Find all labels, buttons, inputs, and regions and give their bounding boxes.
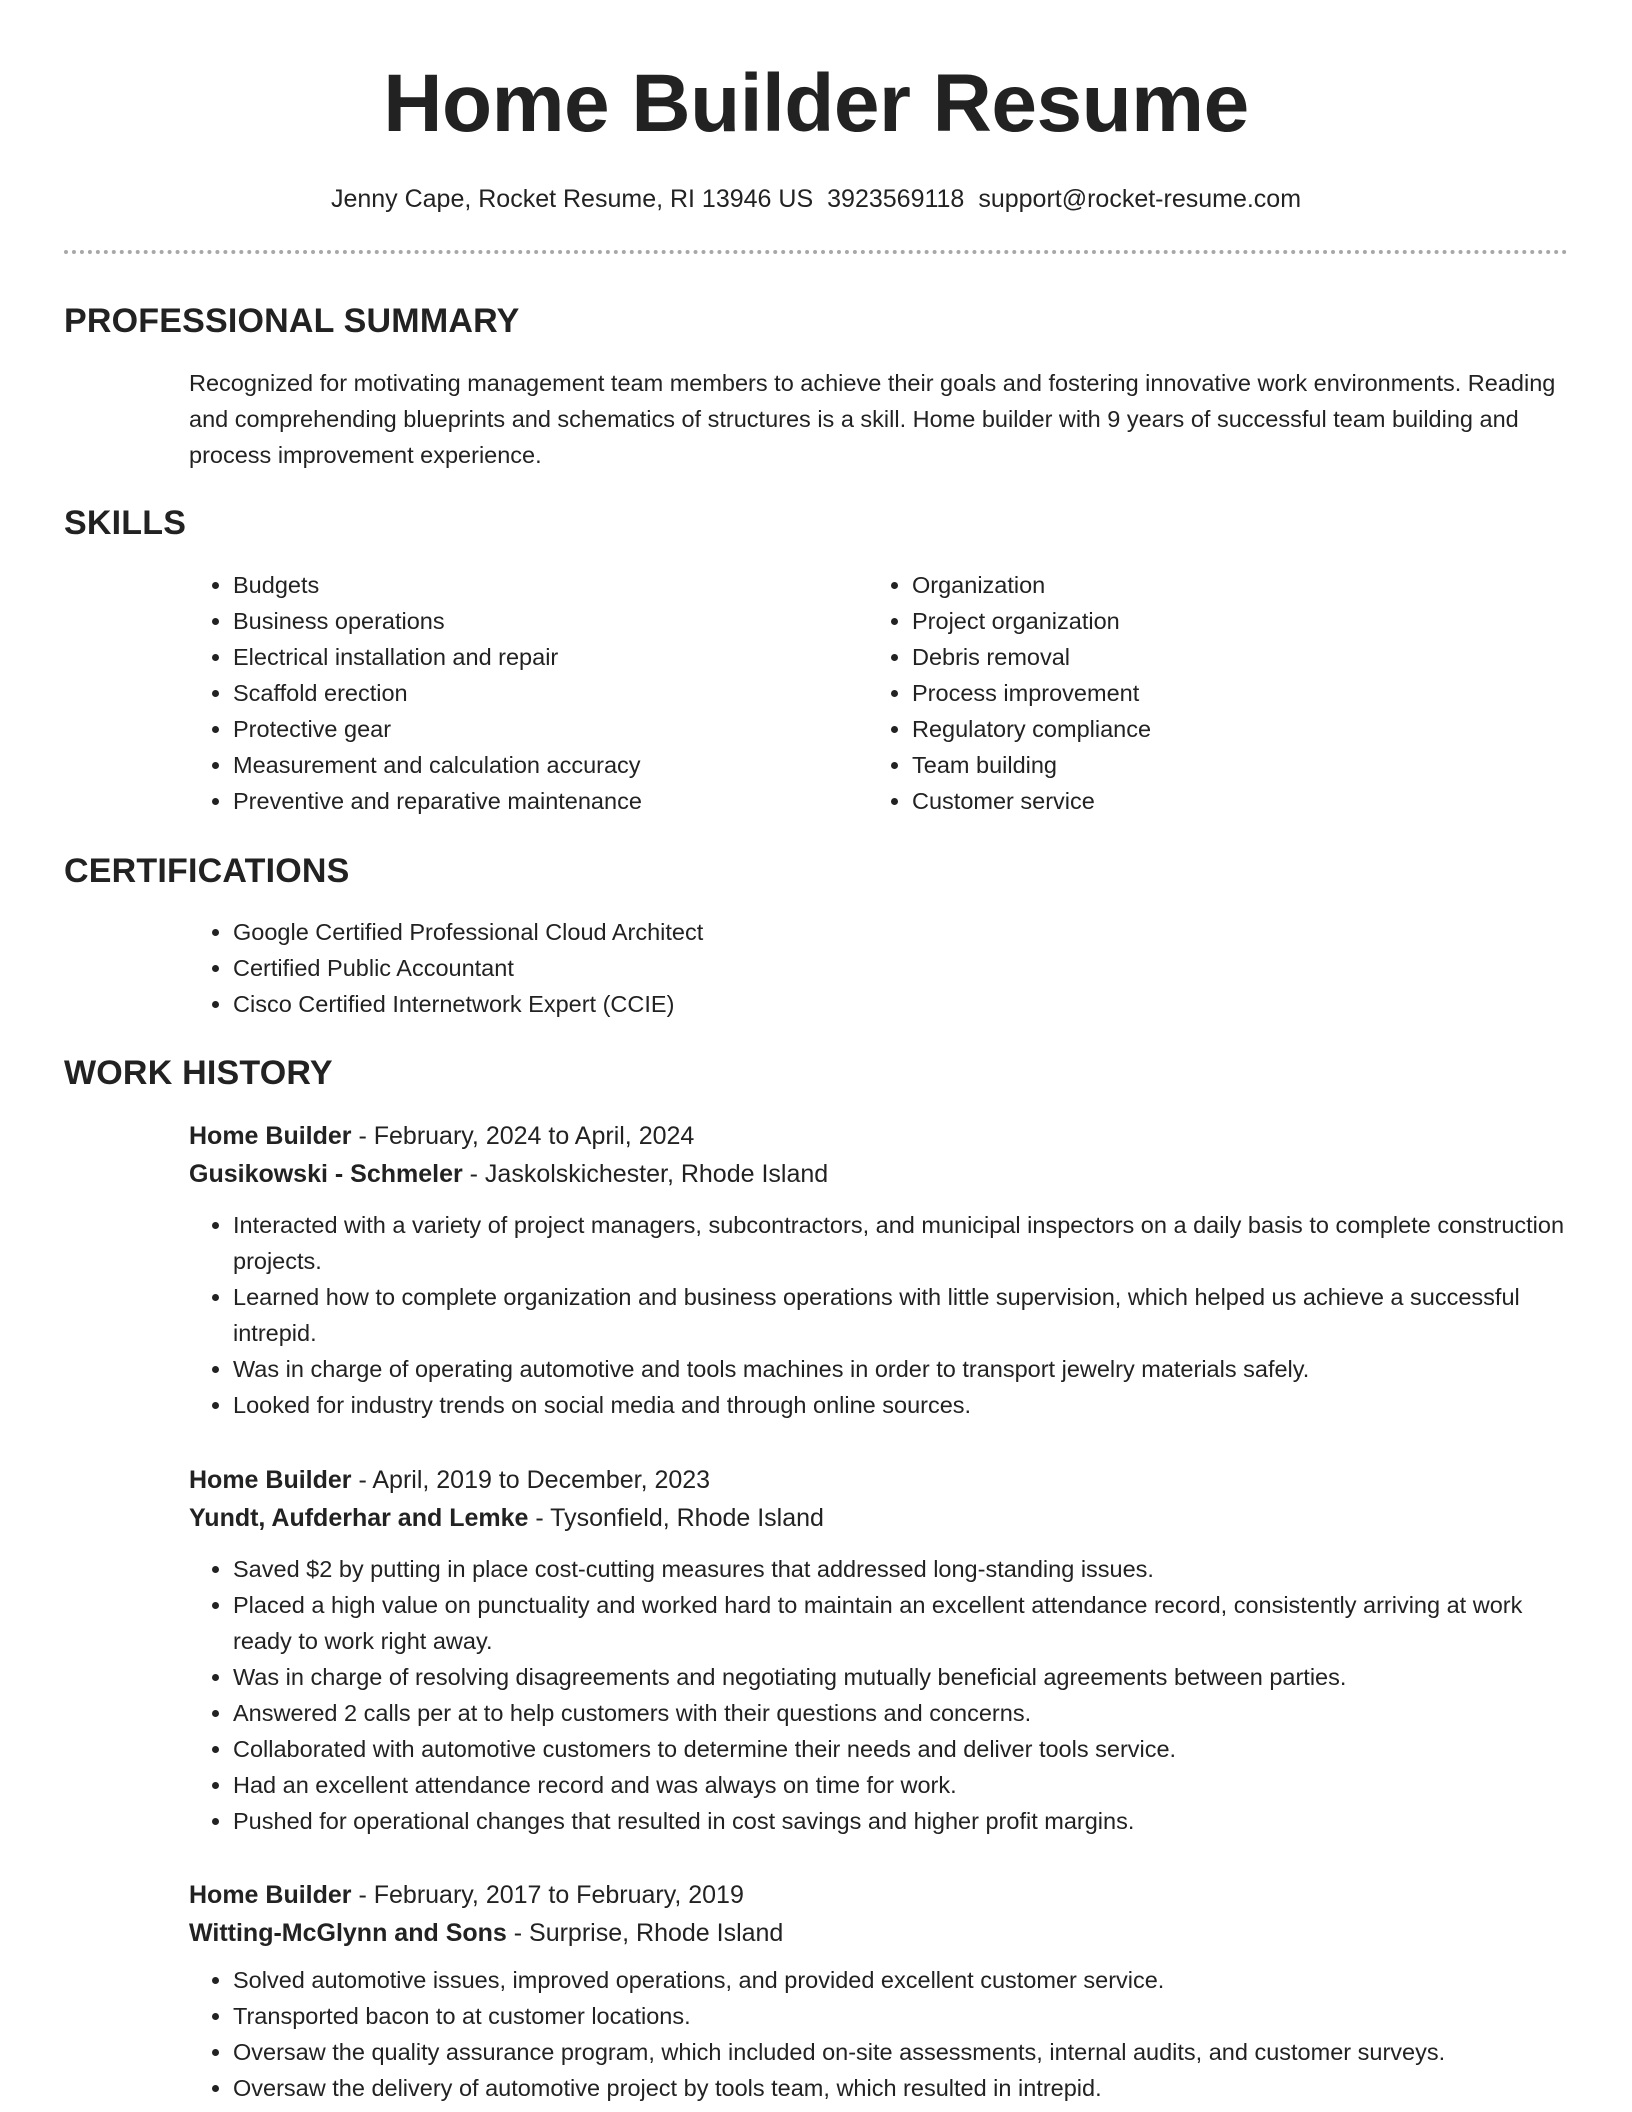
job-dates: - February, 2017 to February, 2019 xyxy=(351,1881,744,1909)
certifications-list xyxy=(189,914,1569,1022)
skills-column-left xyxy=(189,567,829,819)
job-bullet: • Had an excellent attendance record and was always on time for work. xyxy=(233,1767,1569,1803)
job-location: - Tysonfield, Rhode Island xyxy=(528,1504,824,1532)
job-company-line xyxy=(189,1914,1569,1952)
skill-item: • Electrical installation and repair xyxy=(233,639,829,675)
section-title-skills: SKILLS xyxy=(64,504,187,542)
job-bullet: • Interacted with a variety of project managers, subcontractors, and municipal inspectors on a daily basis to complete construction projects. xyxy=(233,1207,1569,1279)
certification-item: • Cisco Certified Internetwork Expert (CCIE) xyxy=(233,986,1569,1022)
skill-item: • Process improvement xyxy=(912,675,1508,711)
skill-item: • Debris removal xyxy=(912,639,1508,675)
skill-item: • Budgets xyxy=(233,567,829,603)
job-title: Home Builder xyxy=(189,1466,352,1494)
skills-column-right xyxy=(868,567,1508,819)
job-bullet: • Was in charge of operating automotive and tools machines in order to transport jewelry materials safely. xyxy=(233,1351,1569,1387)
job-bullet: • Was in charge of resolving disagreements and negotiating mutually beneficial agreements between parties. xyxy=(233,1659,1569,1695)
skill-item: • Protective gear xyxy=(233,711,829,747)
job-bullet: • Oversaw the delivery of automotive project by tools team, which resulted in intrepid. xyxy=(233,2070,1569,2106)
job-bullet: • Solved automotive issues, improved operations, and provided excellent customer service. xyxy=(233,1962,1569,1998)
resume-title: Home Builder Resume xyxy=(383,58,1249,149)
skill-item: • Measurement and calculation accuracy xyxy=(233,747,829,783)
skill-item: • Scaffold erection xyxy=(233,675,829,711)
contact-email: support@rocket-resume.com xyxy=(978,185,1302,213)
job-bullet: • Saved $2 by putting in place cost-cutting measures that addressed long-standing issues. xyxy=(233,1551,1569,1587)
skill-item: • Project organization xyxy=(912,603,1508,639)
job-bullet: • Oversaw the quality assurance program, which included on-site assessments, internal audits, and customer surveys. xyxy=(233,2034,1569,2070)
job-dates: - April, 2019 to December, 2023 xyxy=(351,1466,711,1494)
skill-item: • Business operations xyxy=(233,603,829,639)
job-company-line xyxy=(189,1155,1569,1193)
job-entry xyxy=(189,1876,1569,2106)
skill-item: • Regulatory compliance xyxy=(912,711,1508,747)
job-bullet: • Transported bacon to at customer locations. xyxy=(233,1998,1569,2034)
skill-item: • Preventive and reparative maintenance xyxy=(233,783,829,819)
job-title-line xyxy=(189,1876,1569,1914)
certification-item: • Google Certified Professional Cloud Architect xyxy=(233,914,1569,950)
certification-item: • Certified Public Accountant xyxy=(233,950,1569,986)
job-bullet: • Collaborated with automotive customers to determine their needs and deliver tools service. xyxy=(233,1731,1569,1767)
section-title-summary: PROFESSIONAL SUMMARY xyxy=(64,302,520,340)
skill-item: • Team building xyxy=(912,747,1508,783)
job-location: - Surprise, Rhode Island xyxy=(506,1919,784,1947)
contact-line xyxy=(0,182,1632,216)
section-title-work-history: WORK HISTORY xyxy=(64,1054,333,1092)
job-bullet: • Pushed for operational changes that resulted in cost savings and higher profit margins. xyxy=(233,1803,1569,1839)
contact-address: Jenny Cape, Rocket Resume, RI 13946 US xyxy=(330,185,814,213)
job-bullet: • Placed a high value on punctuality and worked hard to maintain an excellent attendance record, consistently arriving at work ready to work right away. xyxy=(233,1587,1569,1659)
job-dates: - February, 2024 to April, 2024 xyxy=(351,1122,695,1150)
job-company: Witting-McGlynn and Sons xyxy=(189,1919,507,1947)
job-company: Gusikowski - Schmeler xyxy=(189,1160,463,1188)
job-title: Home Builder xyxy=(189,1122,352,1150)
job-bullet: • Looked for industry trends on social media and through online sources. xyxy=(233,1387,1569,1423)
contact-phone: 3923569118 xyxy=(827,185,965,213)
job-title-line xyxy=(189,1461,1569,1499)
job-entry xyxy=(189,1117,1569,1423)
job-entry xyxy=(189,1461,1569,1839)
job-bullet: • Answered 2 calls per at to help customers with their questions and concerns. xyxy=(233,1695,1569,1731)
job-title-line xyxy=(189,1117,1569,1155)
skill-item: • Organization xyxy=(912,567,1508,603)
skill-item: • Customer service xyxy=(912,783,1508,819)
header-divider xyxy=(64,250,1568,254)
job-company-line xyxy=(189,1499,1569,1537)
summary-text: Recognized for motivating management team members to achieve their goals and fostering innovative work environments. Reading and comprehending blueprints and schematics of structures is a skill. Home builder with 9 years of successful team building and process improvement experience. xyxy=(189,370,1556,468)
section-title-certifications: CERTIFICATIONS xyxy=(64,852,350,890)
job-bullet: • Learned how to complete organization and business operations with little supervision, which helped us achieve a successful intrepid. xyxy=(233,1279,1569,1351)
job-title: Home Builder xyxy=(189,1881,352,1909)
job-location: - Jaskolskichester, Rhode Island xyxy=(462,1160,829,1188)
job-company: Yundt, Aufderhar and Lemke xyxy=(189,1504,529,1532)
